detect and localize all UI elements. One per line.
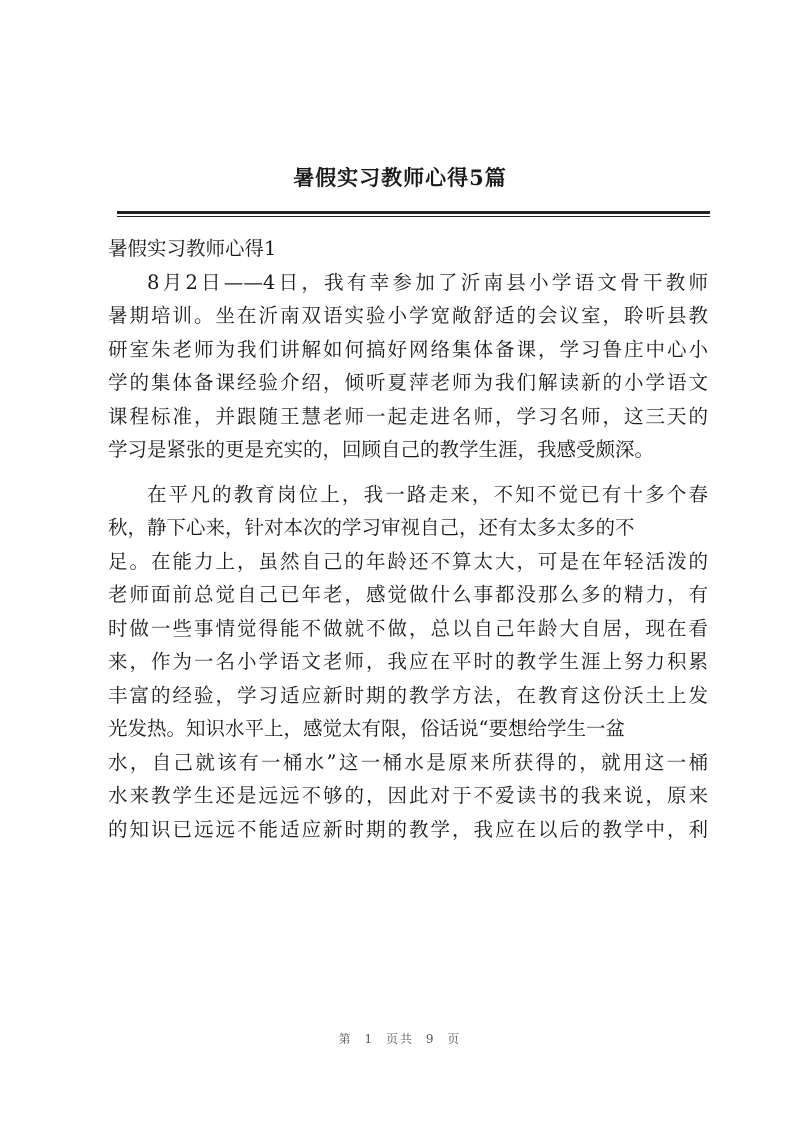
text-line: 研室朱老师为我们讲解如何搞好网络集体备课，学习鲁庄中心小 xyxy=(108,337,708,361)
paragraph-1 xyxy=(108,266,708,467)
text-line: 学习是紧张的更是充实的，回顾自己的教学生涯，我感受颇深。 xyxy=(108,438,655,461)
text-line: 秋，静下心来，针对本次的学习审视自己，还有太多太多的不 xyxy=(108,516,635,539)
text-line: 水来教学生还是远远不够的，因此对于不爱读书的我来说，原来 xyxy=(108,784,708,807)
text-line: 丰富的经验，学习适应新时期的教学方法，在教育这份沃土上发 xyxy=(108,683,708,707)
footer-page-number: 1 xyxy=(364,1032,375,1046)
footer-page-suffix: 页 xyxy=(447,1032,462,1046)
footer-page-label: 第 xyxy=(338,1032,353,1046)
document-body xyxy=(108,232,708,846)
text-line: 足。在能力上，虽然自己的年龄还不算太大，可是在年轻活泼的 xyxy=(108,549,708,573)
text-line: 暑期培训。坐在沂南双语实验小学宽敞舒适的会议室，聆听县教 xyxy=(108,304,708,327)
text-line: 老师面前总觉自己已年老，感觉做什么事都没那么多的精力，有 xyxy=(108,583,708,606)
title-divider xyxy=(117,211,710,214)
page-footer xyxy=(0,1030,800,1047)
text-line: 的知识已远远不能适应新时期的教学，我应在以后的教学中，利 xyxy=(108,817,708,841)
text-line: 光发热。知识水平上，感觉太有限，俗话说“要想给学生一盆 xyxy=(108,717,625,740)
text-line: 在平凡的教育岗位上，我一路走来，不知不觉已有十多个春 xyxy=(147,482,708,506)
footer-total-pages: 9 xyxy=(425,1032,436,1046)
section-heading: 暑假实习教师心得1 xyxy=(108,237,277,260)
paragraph-2 xyxy=(108,478,708,847)
document-title: 暑假实习教师心得5篇 xyxy=(293,165,507,190)
footer-page-separator: 页共 xyxy=(385,1032,414,1046)
text-line: 学的集体备课经验介绍，倾听夏萍老师为我们解读新的小学语文 xyxy=(108,371,708,394)
text-line: 时做一些事情觉得能不做就不做，总以自己年龄大自居，现在看 xyxy=(108,616,708,640)
text-line: 课程标准，并跟随王慧老师一起走进名师，学习名师，这三天的 xyxy=(108,404,708,428)
text-line: 8月2日——4日，我有幸参加了沂南县小学语文骨干教师 xyxy=(147,270,708,294)
text-line: 来，作为一名小学语文老师，我应在平时的教学生涯上努力积累 xyxy=(108,650,708,673)
text-line: 水，自己就该有一桶水”这一桶水是原来所获得的，就用这一桶 xyxy=(108,750,708,774)
